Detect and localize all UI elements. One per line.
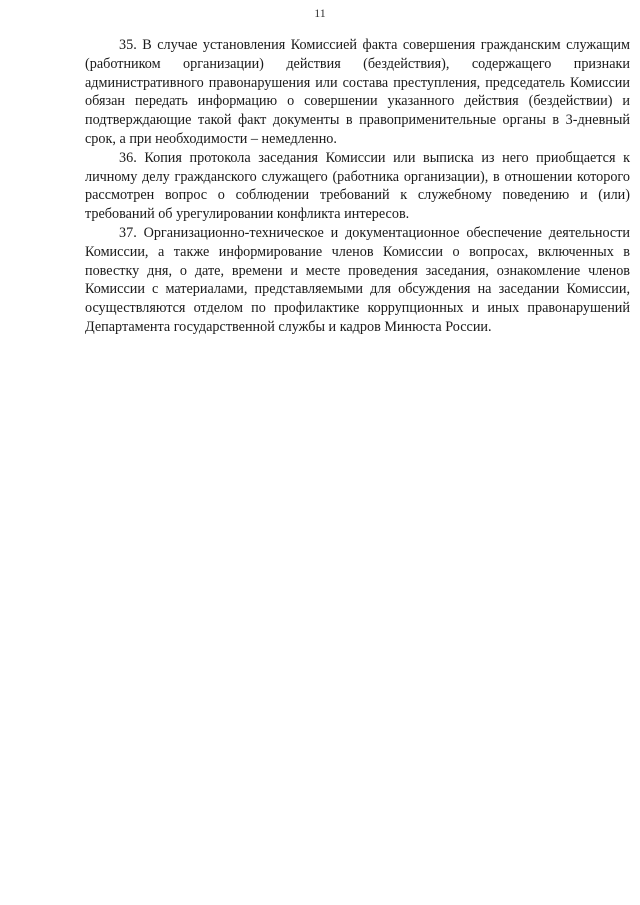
page-number: 11 <box>314 6 326 20</box>
paragraph-37: 37. Организационно-техническое и документационное обеспечение деятельности Комиссии, а также информирование членов Комиссии о вопросах, включенных в повестку дня, о дате, времени и месте проведения заседания, ознакомление членов Комиссии с материалами, представляемыми для обсуждения на заседании Комиссии, осуществляются отделом по профилактике коррупционных и иных правонарушений Департамента государственной службы и кадров Минюста России. <box>85 224 630 335</box>
paragraph-36: 36. Копия протокола заседания Комиссии или выписка из него приобщается к личному делу гражданского служащего (работника организации), в отношении которого рассмотрен вопрос о соблюдении требований к служебному поведению и (или) требований об урегулировании конфликта интересов. <box>85 149 630 223</box>
document-body <box>85 36 630 337</box>
paragraph-35: 35. В случае установления Комиссией факта совершения гражданским служащим (работником организации) действия (бездействия), содержащего признаки административного правонарушения или состава преступления, председатель Комиссии обязан передать информацию о совершении указанного действия (бездействии) и подтверждающие такой факт документы в правоприменительные органы в 3-дневный срок, а при необходимости – немедленно. <box>85 37 630 147</box>
